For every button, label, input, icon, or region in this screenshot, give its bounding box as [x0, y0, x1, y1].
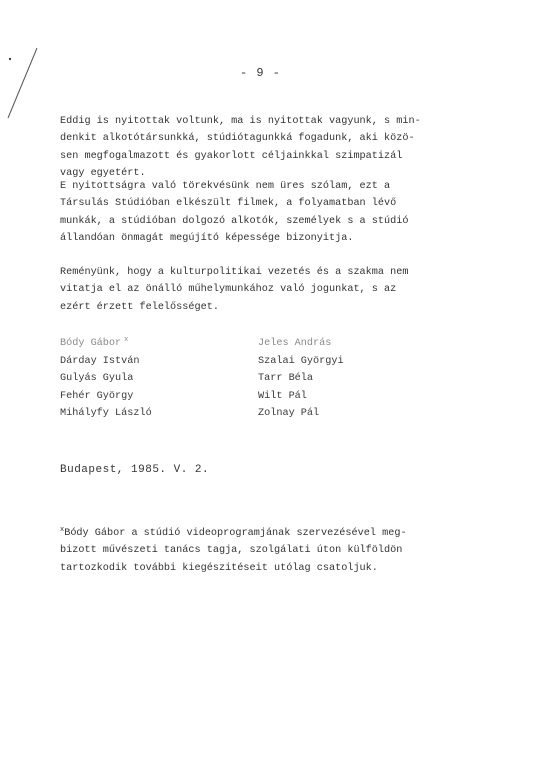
text-line: E nyitottságra való törekvésünk nem üres szólam, ezt a — [60, 181, 391, 192]
signatories-left-column — [60, 332, 152, 423]
text-line: állandóan önmagát megújító képessége bizonyitja. — [60, 233, 354, 245]
signatory-name: Jeles András — [258, 338, 332, 349]
paragraph-openness — [60, 113, 421, 183]
text-line: bizott művészeti tanács tagja, szolgálati úton külföldön — [60, 545, 403, 557]
signatory-name: Zolnay Pál — [258, 408, 320, 420]
signatories-right-column — [258, 335, 344, 423]
signatory-name: Mihályfy László — [60, 408, 152, 420]
signatory-name: Wilt Pál — [258, 390, 307, 402]
footnote-marker: x — [60, 526, 65, 534]
signatory-name: Dárday István — [60, 355, 140, 367]
footnote-marker: x — [124, 336, 129, 344]
text-line: sen megfogalmazott és gyakorlott céljainkkal szimpatizál — [60, 150, 403, 162]
signatory-name: Tarr Béla — [258, 373, 314, 385]
text-line: Társulás Stúdióban elkészült filmek, a folyamatban lévő — [60, 198, 397, 210]
paragraph-hope — [60, 264, 408, 316]
paragraph-aspiration — [60, 178, 408, 248]
text-line: Eddig is nyitottak voltunk, ma is nyitottak vagyunk, s min- — [60, 116, 421, 127]
signatory-name — [60, 332, 152, 353]
text-line: Reményünk, hogy a kulturpolitikai vezetés és a szakma nem — [60, 267, 409, 278]
text-line: denkit alkotótársunkká, stúdiótagunkká fogadunk, aki közö- — [60, 133, 415, 145]
document-date: Budapest, 1985. V. 2. — [60, 464, 210, 476]
signatory-name: Fehér György — [60, 390, 134, 402]
text-line: munkák, a stúdióban dolgozó alkotók, személyek s a stúdió — [60, 215, 409, 227]
text-line: ezért érzett felelősséget. — [60, 301, 219, 313]
text-line — [60, 522, 407, 542]
signatory-name-text: Bódy Gábor — [60, 338, 122, 349]
page-number: - 9 - — [240, 66, 282, 80]
signatory-name: Szalai Györgyi — [258, 355, 344, 367]
text-line: vitatja el az önálló műhelymunkához való jogunkat, s az — [60, 284, 397, 296]
footnote-text: Bódy Gábor a stúdió videoprogramjának szervezésével meg- — [64, 528, 407, 539]
text-line: tartozkodik további kiegészitéseit utólag csatoljuk. — [60, 562, 378, 574]
text-line: vagy egyetért. — [60, 168, 146, 180]
signatory-name: Gulyás Gyula — [60, 373, 134, 385]
margin-pen-stroke — [0, 0, 60, 130]
footnote — [60, 522, 407, 577]
